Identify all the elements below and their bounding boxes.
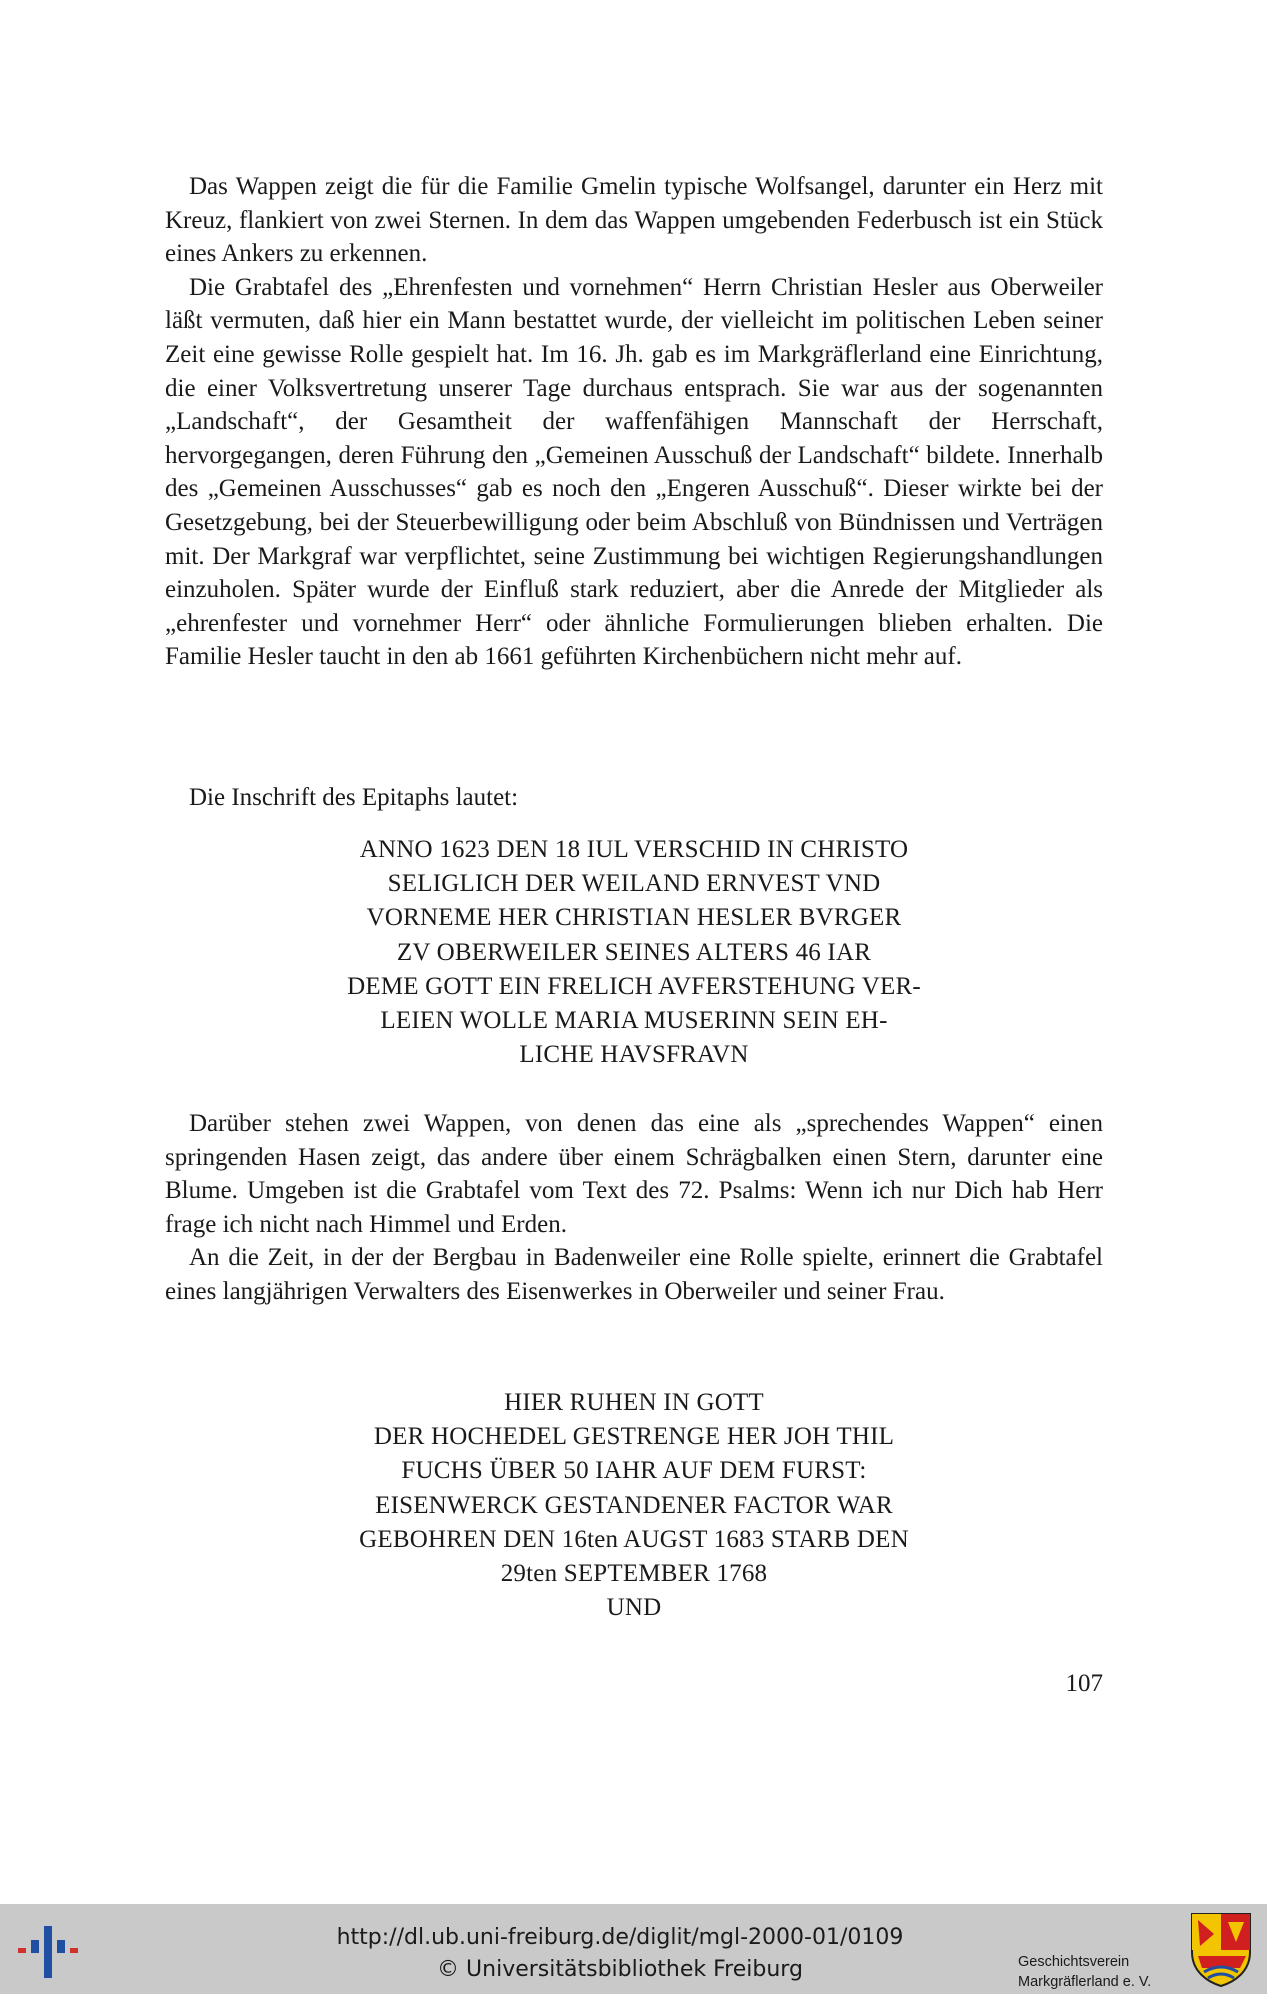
inscription-line: GEBOHREN DEN 16ten AUGST 1683 STARB DEN [359, 1525, 909, 1553]
footer-citation [260, 1922, 980, 1986]
inscription-line: ZV OBERWEILER SEINES ALTERS 46 IAR [396, 938, 872, 966]
inscription-line: UND [606, 1594, 662, 1622]
society-name-line2: Markgräflerland e. V. [1018, 1974, 1152, 1990]
epitaph-inscription-hesler [165, 833, 1103, 1072]
inscription-line: FUCHS ÜBER 50 IAHR AUF DEM FURST: [401, 1457, 867, 1485]
society-name-line1: Geschichtsverein [1018, 1954, 1130, 1970]
body-text-section-2 [165, 1107, 1103, 1309]
inscription-line: SELIGLICH DER WEILAND ERNVEST VND [387, 870, 881, 898]
inscription-line: VORNEME HER CHRISTIAN HESLER BVRGER [366, 904, 902, 932]
copyright-text: © Universitätsbibliothek Freiburg [437, 1957, 803, 1982]
paragraph-two-coats-of-arms: Darüber stehen zwei Wappen, von denen das eine als „sprechendes Wappen“ einen springenden Hasen zeigt, das andere über einem Schrägbalken einen Stern, darunter eine Blume. Umgeben ist die Grabtafel vom Text des 72. Psalms: Wenn ich nur Dich hab Herr frage ich nicht nach Himmel und Erden. [165, 1110, 1103, 1238]
ub-freiburg-logo-icon[interactable] [18, 1918, 80, 1980]
footer-bar [0, 1904, 1267, 1994]
paragraph-hesler-tablet: Die Grabtafel des „Ehrenfesten und vornehmen“ Herrn Christian Hesler aus Oberweiler läßt vermuten, daß hier ein Mann bestattet wurde, der vielleicht im politischen Leben seiner Zeit eine gewisse Rolle gespielt hat. Im 16. Jh. gab es im Markgräflerland eine Einrichtung, die einer Volksvertretung unserer Tage durchaus entsprach. Sie war aus der sogenannten „Landschaft“, der Gesamtheit der waffenfähigen Mannschaft der Herrschaft, hervorgegangen, deren Führung den „Gemeinen Ausschuß der Landschaft“ bildete. Innerhalb des „Gemeinen Ausschusses“ gab es noch den „Engeren Ausschuß“. Dieser wirkte bei der Gesetzgebung, bei der Steuerbewilligung oder beim Abschluß von Bündnissen und Verträgen mit. Der Markgraf war verpflichtet, seine Zustimmung bei wichtigen Regierungshandlungen einzuholen. Später wurde der Einfluß stark reduziert, aber die Anrede der Mitglieder als „ehrenfester und vornehmer Herr“ oder ähnliche Formulierungen blieben erhalten. Die Familie Hesler taucht in den ab 1661 geführten Kirchenbüchern nicht mehr auf. [165, 273, 1103, 671]
inscription-intro-text: Die Inschrift des Epitaphs lautet: [189, 784, 519, 811]
inscription-line: EISENWERCK GESTANDENER FACTOR WAR [375, 1491, 893, 1519]
permalink-url[interactable]: http://dl.ub.uni-freiburg.de/diglit/mgl-2000-01/0109 [336, 1925, 904, 1950]
paragraph-mining-era: An die Zeit, in der der Bergbau in Badenweiler eine Rolle spielte, erinnert die Grabtafel eines langjährigen Verwalters des Eisenwerkes in Oberweiler und seiner Frau. [165, 1244, 1103, 1305]
coat-of-arms-icon [1190, 1912, 1252, 1988]
inscription-line: LEIEN WOLLE MARIA MUSERINN SEIN EH- [380, 1007, 888, 1035]
inscription-line: HIER RUHEN IN GOTT [504, 1389, 764, 1416]
inscription-line: 29ten SEPTEMBER 1768 [500, 1560, 768, 1588]
inscription-line: DEME GOTT EIN FRELICH AVFERSTEHUNG VER- [347, 972, 921, 1000]
society-name [1018, 1952, 1188, 1992]
epitaph-inscription-fuchs [165, 1386, 1103, 1625]
inscription-line: DER HOCHEDEL GESTRENGE HER JOH THIL [373, 1423, 895, 1451]
inscription-line: LICHE HAVSFRAVN [519, 1041, 749, 1069]
inscription-intro [165, 781, 1103, 815]
body-text-section-1 [165, 170, 1103, 674]
paragraph-gmelin-coat-of-arms: Das Wappen zeigt die für die Familie Gmelin typische Wolfsangel, darunter ein Herz mit Kreuz, flankiert von zwei Sternen. In dem das Wappen umgebenden Federbusch ist ein Stück eines Ankers zu erkennen. [165, 173, 1103, 268]
page-number: 107 [1065, 1670, 1103, 1697]
inscription-line: ANNO 1623 DEN 18 IUL VERSCHID IN CHRISTO [359, 836, 909, 863]
